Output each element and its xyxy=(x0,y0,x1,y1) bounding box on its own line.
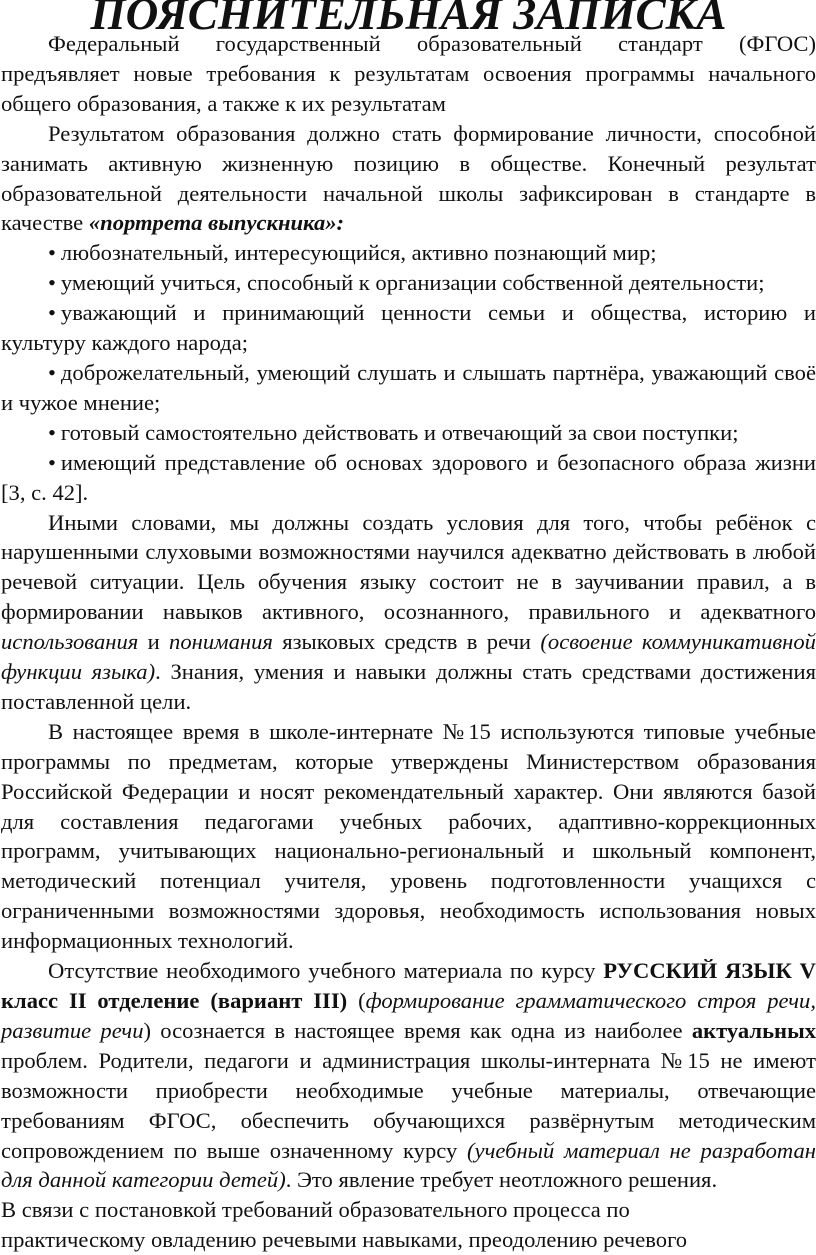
graduate-portrait-emphasis: «портрета выпускника»: xyxy=(88,210,345,236)
paragraph-text: ) осознается в настоящее время как одна из наиболее xyxy=(143,1017,692,1043)
course-name: РУССКИЙ ЯЗЫК V класс II отделение (вариант III) xyxy=(1,958,816,1013)
bullet-text: любознательный, интересующийся, активно познающий мир; xyxy=(60,240,657,266)
paragraph-text: Иными словами, мы должны создать условия для того, чтобы ребёнок с нарушенными слуховыми возможностями научился адекватно действовать в любой речевой ситуации. Цель обучения языку состоит не в заучивании правил, а в формировании навыков активного, осознанного, правильного и адекватного xyxy=(1,509,816,625)
paragraph-text: . Это явление требует неотложного решения. xyxy=(285,1167,718,1193)
bullet-item xyxy=(1,298,816,358)
closing-paragraph-line: практическому овладению речевыми навыками, преодолению речевого xyxy=(1,1227,688,1253)
bullet-text: имеющий представление об основах здорового и безопасного образа жизни [3, с. 42]. xyxy=(1,449,816,505)
learning-goal-paragraph xyxy=(1,508,816,717)
bullet-item xyxy=(1,418,816,448)
bullet-icon: • xyxy=(48,270,56,296)
bullet-text: уважающий и принимающий ценности семьи и общества, историю и культуру каждого народа; xyxy=(1,300,816,356)
document-title: ПОЯСНИТЕЛЬНАЯ ЗАПИСКА xyxy=(90,0,727,39)
paragraph-text: проблем. Родители, педагоги и администрация школы-интерната №15 не имеют возможности приобрести необходимые учебные материалы, отвечающие требованиям ФГОС, обеспечить обучающихся развёрнутым методическим сопровождением по выше означенному курсу xyxy=(1,1047,816,1163)
course-material-paragraph xyxy=(1,956,816,1195)
bullet-item xyxy=(1,448,816,508)
paragraph-text: Отсутствие необходимого учебного материала по курсу xyxy=(48,958,604,984)
curriculum-paragraph: В настоящее время в школе-интернате №15 используются типовые учебные программы по предметам, которые утверждены Министерством образования Российской Федерации и носят рекомендательный характер. Они являются базой для составления педагогами учебных рабочих, адаптивно-коррекционных программ, учитывающих национально-региональный и школьный компонент, методический потенциал учителя, уровень подготовленности учащихся с ограниченными возможностями здоровья, необходимость использования новых информационных технологий. xyxy=(1,718,816,954)
emphasis-text: (учебный материал не разработан для данной категории детей) xyxy=(1,1137,816,1193)
bold-text: актуальных xyxy=(691,1017,816,1043)
graduate-portrait-paragraph xyxy=(1,119,816,239)
emphasis-text: (освоение коммуникативной функции языка) xyxy=(1,629,816,685)
bullet-text: готовый самостоятельно действовать и отвечающий за свои поступки; xyxy=(60,419,739,445)
bullet-icon: • xyxy=(48,419,56,445)
paragraph-text: языковых средств в речи xyxy=(272,629,541,655)
bullet-icon: • xyxy=(48,359,56,385)
bullet-icon: • xyxy=(48,300,56,326)
paragraph-text: . Знания, умения и навыки должны стать средствами достижения поставленной цели. xyxy=(1,659,816,714)
emphasis-text: формирование грамматического строя речи, развитие речи xyxy=(1,988,816,1043)
bullet-item xyxy=(1,238,816,268)
bullet-icon: • xyxy=(48,449,56,475)
emphasis-text: понимания xyxy=(169,629,273,655)
bullet-icon: • xyxy=(48,240,56,266)
paragraph-text: ( xyxy=(347,988,366,1013)
paragraph-text: и xyxy=(138,629,170,655)
bullet-item xyxy=(1,358,816,418)
graduate-portrait-text: Результатом образования должно стать формирование личности, способной занимать активную жизненную позицию в обществе. Конечный результат образовательной деятельности начальной школы зафиксирован в стандарте в качестве xyxy=(1,120,816,236)
emphasis-text: использования xyxy=(1,629,139,655)
intro-paragraph: Федеральный государственный образовательный стандарт (ФГОС) предъявляет новые требования к результатам освоения программы начального общего образования, а также к их результатам xyxy=(1,31,816,116)
closing-paragraph-line: В связи с постановкой требований образовательного процесса по xyxy=(1,1197,630,1223)
bullet-item xyxy=(1,268,816,298)
bullet-text: доброжелательный, умеющий слушать и слышать партнёра, уважающий своё и чужое мнение; xyxy=(1,359,816,415)
bullet-text: умеющий учиться, способный к организации собственной деятельности; xyxy=(60,270,765,296)
